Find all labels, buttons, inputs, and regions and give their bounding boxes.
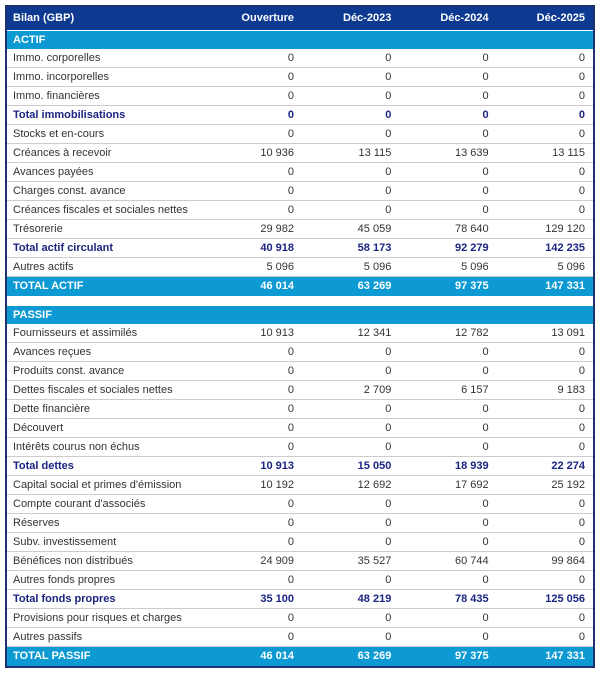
row-label: Avances payées — [6, 163, 205, 182]
total-row-value: 97 375 — [399, 647, 496, 668]
total-row-passif — [6, 647, 594, 668]
row-value: 0 — [205, 438, 302, 457]
row-value: 0 — [399, 628, 496, 647]
row-value: 0 — [399, 362, 496, 381]
row-value: 0 — [205, 419, 302, 438]
total-row-value: 46 014 — [205, 647, 302, 668]
row-value: 92 279 — [399, 239, 496, 258]
row-value: 0 — [497, 400, 594, 419]
row-label: Créances fiscales et sociales nettes — [6, 201, 205, 220]
table-row — [6, 609, 594, 628]
row-value: 35 100 — [205, 590, 302, 609]
table-row — [6, 258, 594, 277]
period-column-header: Ouverture — [205, 6, 302, 31]
row-value: 0 — [399, 106, 496, 125]
row-value: 0 — [399, 495, 496, 514]
row-value: 0 — [497, 68, 594, 87]
table-row — [6, 495, 594, 514]
row-value: 0 — [205, 106, 302, 125]
row-value: 48 219 — [302, 590, 399, 609]
row-value: 0 — [497, 495, 594, 514]
row-value: 78 640 — [399, 220, 496, 239]
row-value: 13 639 — [399, 144, 496, 163]
row-value: 0 — [205, 514, 302, 533]
row-value: 10 913 — [205, 457, 302, 476]
table-row — [6, 533, 594, 552]
row-value: 0 — [205, 87, 302, 106]
row-label: Total fonds propres — [6, 590, 205, 609]
row-value: 0 — [497, 419, 594, 438]
row-value: 0 — [205, 362, 302, 381]
row-label: Découvert — [6, 419, 205, 438]
row-value: 0 — [399, 125, 496, 144]
row-value: 13 115 — [497, 144, 594, 163]
row-value: 0 — [302, 628, 399, 647]
row-label: Intérêts courus non échus — [6, 438, 205, 457]
table-row — [6, 457, 594, 476]
row-label: Réserves — [6, 514, 205, 533]
row-value: 0 — [205, 49, 302, 68]
table-row — [6, 628, 594, 647]
row-value: 0 — [497, 201, 594, 220]
row-value: 0 — [205, 182, 302, 201]
row-value: 0 — [302, 125, 399, 144]
row-value: 58 173 — [302, 239, 399, 258]
row-label: Total dettes — [6, 457, 205, 476]
total-row-label: TOTAL ACTIF — [6, 277, 205, 297]
row-value: 29 982 — [205, 220, 302, 239]
row-value: 0 — [497, 533, 594, 552]
balance-sheet-table — [5, 5, 595, 668]
row-label: Créances à recevoir — [6, 144, 205, 163]
row-value: 0 — [302, 571, 399, 590]
row-label: Avances reçues — [6, 343, 205, 362]
table-row — [6, 144, 594, 163]
section-title: ACTIF — [6, 31, 594, 50]
row-label: Autres passifs — [6, 628, 205, 647]
row-label: Immo. corporelles — [6, 49, 205, 68]
row-value: 5 096 — [302, 258, 399, 277]
row-value: 0 — [302, 495, 399, 514]
table-row — [6, 590, 594, 609]
row-label: Stocks et en-cours — [6, 125, 205, 144]
row-value: 0 — [302, 438, 399, 457]
total-row-value: 147 331 — [497, 277, 594, 297]
table-row — [6, 438, 594, 457]
row-value: 9 183 — [497, 381, 594, 400]
row-value: 0 — [399, 419, 496, 438]
row-value: 12 341 — [302, 324, 399, 343]
row-value: 2 709 — [302, 381, 399, 400]
row-value: 13 091 — [497, 324, 594, 343]
row-label: Dettes fiscales et sociales nettes — [6, 381, 205, 400]
row-label: Produits const. avance — [6, 362, 205, 381]
row-value: 129 120 — [497, 220, 594, 239]
row-value: 0 — [302, 343, 399, 362]
row-value: 0 — [497, 628, 594, 647]
row-value: 0 — [205, 68, 302, 87]
row-value: 125 056 — [497, 590, 594, 609]
period-column-header: Déc-2024 — [399, 6, 496, 31]
table-row — [6, 220, 594, 239]
total-row-value: 97 375 — [399, 277, 496, 297]
table-body — [6, 31, 594, 668]
row-value: 0 — [205, 125, 302, 144]
row-value: 0 — [497, 343, 594, 362]
row-value: 10 936 — [205, 144, 302, 163]
row-value: 60 744 — [399, 552, 496, 571]
row-value: 10 192 — [205, 476, 302, 495]
table-row — [6, 571, 594, 590]
table-row — [6, 552, 594, 571]
table-row — [6, 49, 594, 68]
row-value: 0 — [399, 438, 496, 457]
row-label: Compte courant d'associés — [6, 495, 205, 514]
row-value: 13 115 — [302, 144, 399, 163]
row-value: 0 — [399, 400, 496, 419]
row-value: 0 — [205, 628, 302, 647]
total-row-value: 46 014 — [205, 277, 302, 297]
row-value: 0 — [399, 343, 496, 362]
row-value: 0 — [205, 571, 302, 590]
row-value: 0 — [302, 362, 399, 381]
row-value: 0 — [497, 49, 594, 68]
row-label: Trésorerie — [6, 220, 205, 239]
row-value: 0 — [302, 106, 399, 125]
row-value: 0 — [399, 182, 496, 201]
total-row-value: 63 269 — [302, 277, 399, 297]
row-value: 5 096 — [205, 258, 302, 277]
row-value: 0 — [497, 609, 594, 628]
table-row — [6, 343, 594, 362]
table-row — [6, 182, 594, 201]
row-value: 12 782 — [399, 324, 496, 343]
row-value: 0 — [302, 68, 399, 87]
table-row — [6, 514, 594, 533]
row-value: 0 — [302, 609, 399, 628]
row-value: 0 — [205, 533, 302, 552]
row-value: 0 — [302, 533, 399, 552]
table-row — [6, 476, 594, 495]
row-value: 0 — [497, 106, 594, 125]
row-value: 0 — [302, 400, 399, 419]
row-label: Total immobilisations — [6, 106, 205, 125]
row-value: 17 692 — [399, 476, 496, 495]
total-row-actif — [6, 277, 594, 297]
row-value: 0 — [399, 68, 496, 87]
row-value: 40 918 — [205, 239, 302, 258]
row-value: 0 — [205, 163, 302, 182]
row-value: 18 939 — [399, 457, 496, 476]
row-value: 12 692 — [302, 476, 399, 495]
section-gap — [6, 296, 594, 306]
row-value: 0 — [497, 163, 594, 182]
row-value: 0 — [302, 514, 399, 533]
section-header-passif — [6, 306, 594, 324]
row-value: 0 — [497, 125, 594, 144]
row-value: 0 — [302, 419, 399, 438]
row-value: 99 864 — [497, 552, 594, 571]
table-row — [6, 125, 594, 144]
row-label: Capital social et primes d'émission — [6, 476, 205, 495]
row-value: 25 192 — [497, 476, 594, 495]
period-column-header: Déc-2023 — [302, 6, 399, 31]
table-row — [6, 87, 594, 106]
row-label: Dette financière — [6, 400, 205, 419]
row-value: 24 909 — [205, 552, 302, 571]
row-value: 0 — [399, 87, 496, 106]
total-row-value: 63 269 — [302, 647, 399, 668]
row-value: 0 — [302, 87, 399, 106]
row-value: 0 — [399, 201, 496, 220]
row-value: 142 235 — [497, 239, 594, 258]
row-value: 0 — [399, 514, 496, 533]
row-label: Autres fonds propres — [6, 571, 205, 590]
row-value: 0 — [302, 201, 399, 220]
row-value: 0 — [497, 514, 594, 533]
row-label: Provisions pour risques et charges — [6, 609, 205, 628]
row-value: 0 — [399, 49, 496, 68]
period-column-header: Déc-2025 — [497, 6, 594, 31]
row-value: 0 — [497, 182, 594, 201]
row-value: 5 096 — [399, 258, 496, 277]
row-value: 0 — [205, 381, 302, 400]
section-header-actif — [6, 31, 594, 50]
row-label: Total actif circulant — [6, 239, 205, 258]
row-value: 0 — [497, 571, 594, 590]
row-value: 10 913 — [205, 324, 302, 343]
total-row-value: 147 331 — [497, 647, 594, 668]
row-value: 6 157 — [399, 381, 496, 400]
row-value: 0 — [399, 533, 496, 552]
section-title: PASSIF — [6, 306, 594, 324]
row-value: 78 435 — [399, 590, 496, 609]
table-title-cell: Bilan (GBP) — [6, 6, 205, 31]
row-value: 0 — [497, 362, 594, 381]
table-row — [6, 106, 594, 125]
header-row — [6, 6, 594, 31]
row-label: Bénéfices non distribués — [6, 552, 205, 571]
row-label: Charges const. avance — [6, 182, 205, 201]
row-value: 15 050 — [302, 457, 399, 476]
row-label: Fournisseurs et assimilés — [6, 324, 205, 343]
row-value: 45 059 — [302, 220, 399, 239]
row-label: Immo. incorporelles — [6, 68, 205, 87]
row-value: 0 — [205, 400, 302, 419]
table-header — [6, 6, 594, 31]
table-row — [6, 201, 594, 220]
table-row — [6, 68, 594, 87]
row-value: 22 274 — [497, 457, 594, 476]
table-row — [6, 324, 594, 343]
total-row-label: TOTAL PASSIF — [6, 647, 205, 668]
row-value: 0 — [399, 163, 496, 182]
row-value: 0 — [205, 495, 302, 514]
row-value: 35 527 — [302, 552, 399, 571]
table-row — [6, 381, 594, 400]
row-value: 0 — [302, 163, 399, 182]
row-label: Autres actifs — [6, 258, 205, 277]
table-row — [6, 419, 594, 438]
table-row — [6, 239, 594, 258]
row-value: 0 — [205, 201, 302, 220]
row-value: 0 — [205, 609, 302, 628]
table-row — [6, 163, 594, 182]
row-value: 0 — [497, 438, 594, 457]
row-value: 0 — [399, 571, 496, 590]
row-label: Subv. investissement — [6, 533, 205, 552]
row-value: 0 — [205, 343, 302, 362]
row-value: 5 096 — [497, 258, 594, 277]
table-row — [6, 362, 594, 381]
row-value: 0 — [302, 182, 399, 201]
row-value: 0 — [399, 609, 496, 628]
row-value: 0 — [302, 49, 399, 68]
table-row — [6, 400, 594, 419]
row-label: Immo. financières — [6, 87, 205, 106]
row-value: 0 — [497, 87, 594, 106]
section-gap-cell — [6, 296, 594, 306]
